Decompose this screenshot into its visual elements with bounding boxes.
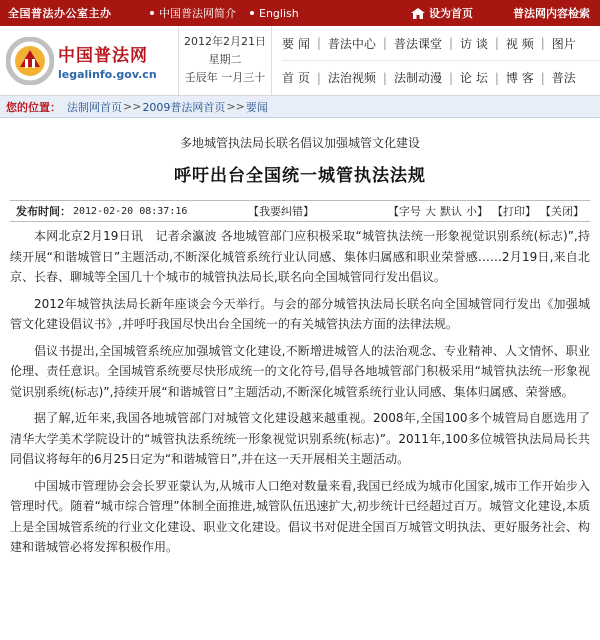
site-header — [0, 26, 600, 96]
article-paragraph: 倡议书提出,全国城管系统应加强城管文化建设,不断增进城管人的法治观念、专业精神、人文情怀、职业伦理、责任意识。全国城管系统要尽快形成统一的文化符号,倡导各地城管部门积极采用“城管执法统一形象视觉识别系统(标志)”,持续开展“和谐城管日”主题活动,不断深化城管系统行业认同感、集体归属感、荣誉感。 — [10, 343, 590, 399]
font-size-small[interactable]: 小 — [466, 205, 477, 218]
article-paragraph: 据了解,近年来,我国各地城管部门对城管文化建设越来越重视。2008年,全国100多个城管局自愿选用了清华大学美术学院设计的“城管执法系统统一形象视觉识别系统(标志)”。2011年,100多位城管执法局局长共同倡议将每年的6月25日定为“和谐城管日”,并在这一天开展相关主题活动。 — [10, 411, 590, 466]
font-size-large[interactable]: 大 — [425, 205, 436, 218]
top-right — [411, 5, 600, 21]
breadcrumb-item-pufa-home[interactable]: 2009普法网首页 — [142, 100, 226, 114]
nav-item-center[interactable]: 普法中心 — [327, 36, 376, 51]
nav-row-2: 首 页 | 法治视频 | 法制动漫 | 论 坛 | 博 客 | 普法 — [282, 60, 600, 94]
logo-url: legalinfo.gov.cn — [58, 67, 157, 81]
font-size-default[interactable]: 默认 — [440, 205, 462, 218]
about-link[interactable]: 中国普法网简介 — [150, 5, 236, 21]
article-paragraph: 2012年城管执法局长新年座谈会今天举行。与会的部分城管执法局长联名向全国城管同行发出《加强城管文化建设倡议书》,并呼吁我国尽快出台全国统一的有关城管执法方面的法律法规。 — [10, 296, 590, 331]
breadcrumb-item-news[interactable]: 要闻 — [245, 100, 268, 114]
font-size-label: 【字号 — [388, 205, 421, 218]
set-home-link[interactable]: 设为首页 — [429, 7, 473, 20]
nav-item-news[interactable]: 要 闻 — [282, 36, 310, 51]
article-subtitle: 多地城管执法局长联名倡议加强城管文化建设 — [179, 136, 420, 150]
bullet-icon — [250, 11, 254, 15]
article-body — [10, 226, 590, 558]
nav-item-video[interactable]: 视 频 — [505, 36, 534, 51]
nav-item-forum[interactable]: 论 坛 — [460, 71, 488, 85]
search-link[interactable]: 普法网内容检索 — [513, 7, 590, 20]
breadcrumb-item-legal-home[interactable]: 法制网首页 — [67, 100, 122, 114]
site-logo[interactable] — [0, 26, 178, 95]
weekday: 星期二 — [208, 53, 242, 66]
sponsor-text: 全国普法办公室主办 — [8, 7, 112, 20]
nav-item-images[interactable]: 图片 — [551, 36, 576, 51]
bullet-icon — [150, 11, 154, 15]
report-error-link[interactable]: 【我要纠错】 — [248, 205, 314, 218]
nav-item-home[interactable]: 首 页 — [282, 71, 310, 85]
main-nav — [272, 26, 600, 95]
publish-label: 发布时间： — [16, 205, 71, 218]
article-paragraph: 中国城市管理协会会长罗亚蒙认为,从城市人口绝对数量来看,我国已经成为城市化国家,城市工作开始步入管理时代。随着“城市综合管理”体制全面推进,城管队伍迅速扩大,初步统计已经超过百万。城管文化建设,本质上是全国城管系统的行业文化建设、职业文化建设。倡议书对促进全国百万城管文明执法、更好服务社会、构建和谐城管必将发挥积极作用。 — [10, 478, 590, 554]
print-button[interactable]: 【打印】 — [492, 205, 536, 218]
nav-item-blog[interactable]: 博 客 — [505, 71, 534, 85]
logo-emblem-icon — [6, 37, 54, 85]
nav-item-law-video[interactable]: 法治视频 — [327, 71, 376, 85]
article-title: 呼吁出台全国统一城管执法法规 — [174, 166, 426, 186]
breadcrumb: 您的位置： 法制网首页 >> 2009普法网首页 >> 要闻 — [0, 96, 600, 118]
gregorian-date: 2012年2月21日 — [184, 35, 266, 48]
nav-item-interview[interactable]: 访 谈 — [460, 36, 488, 51]
close-button[interactable]: 【关闭】 — [540, 205, 584, 218]
nav-item-animation[interactable]: 法制动漫 — [393, 71, 442, 85]
date-panel — [178, 26, 272, 95]
breadcrumb-label: 您的位置： — [6, 100, 61, 114]
nav-item-class[interactable]: 普法课堂 — [393, 36, 442, 51]
top-links — [150, 5, 411, 21]
nav-item-pufa[interactable]: 普法 — [551, 71, 576, 85]
english-link[interactable]: English — [250, 7, 299, 20]
logo-name: 中国普法网 — [58, 45, 148, 66]
lunar-date: 壬辰年 一月三十 — [184, 71, 266, 84]
publish-time: 2012-02-20 08:37:16 — [73, 205, 188, 217]
article — [0, 134, 600, 558]
nav-row-1: 要 闻 | 普法中心 | 普法课堂 | 访 谈 | 视 频 | 图片 — [282, 36, 576, 51]
article-paragraph: 本网北京2月19日讯 记者余瀛波 各地城管部门应积极采取“城管执法统一形象视觉识别系统(标志)”,持续开展“和谐城管日”主题活动,不断深化城管系统行业认同感、集体归属感和职业荣誉感……2月19日,来自北京、长春、聊城等全国几十个城市的城管执法局长,联名向全国城管同行发出倡议。 — [10, 229, 590, 284]
article-tools: 【字号 大 默认 小 】 【打印】 【关闭】 — [388, 205, 584, 218]
home-icon — [411, 8, 425, 19]
article-meta-bar — [10, 200, 590, 222]
top-bar — [0, 0, 600, 26]
